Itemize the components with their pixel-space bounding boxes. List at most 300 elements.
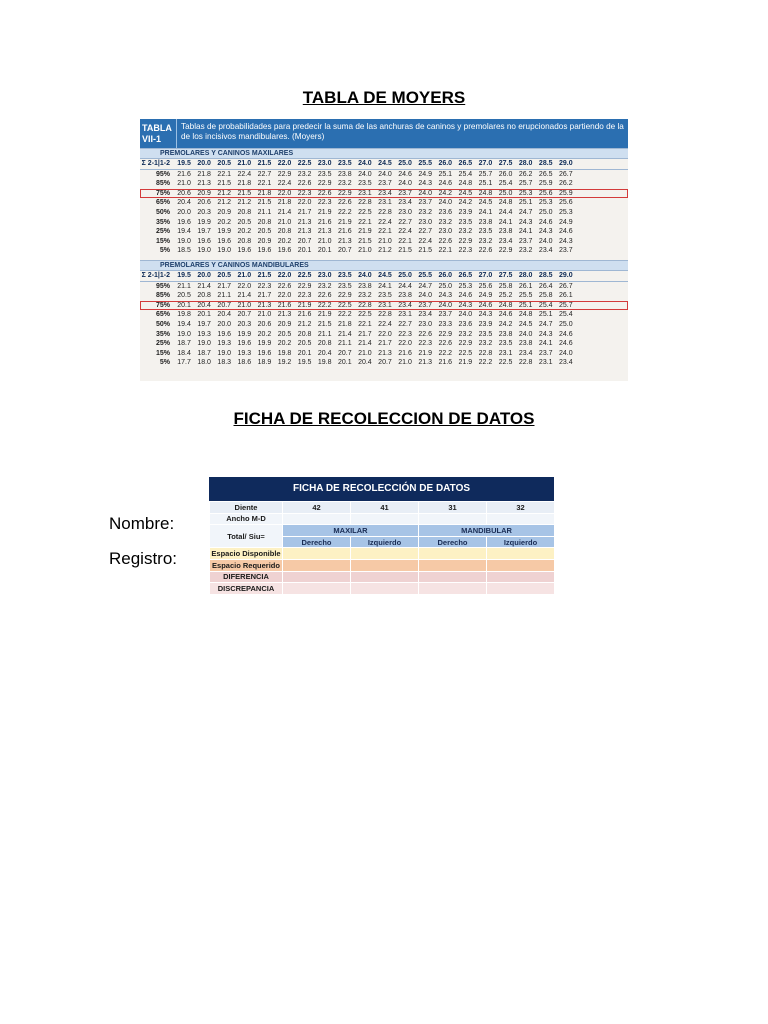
mandibular-value-cell: 21.1 bbox=[317, 330, 332, 338]
maxilar-value-cell: 22.0 bbox=[297, 199, 312, 207]
maxilar-sum-cell: 21.0 bbox=[237, 160, 252, 167]
total-label: Total/ Siu= bbox=[210, 525, 283, 548]
mandibular-value-cell: 21.2 bbox=[297, 320, 312, 328]
maxilar-value-cell: 20.1 bbox=[297, 247, 312, 255]
maxilar-row bbox=[140, 208, 628, 218]
maxilar-value-cell: 26.2 bbox=[518, 170, 533, 178]
mandibular-value-cell: 24.8 bbox=[518, 311, 533, 319]
maxilar-value-cell: 22.6 bbox=[337, 199, 352, 207]
maxilar-value-cell: 21.6 bbox=[337, 228, 352, 236]
maxilar-izquierdo: Izquierdo bbox=[351, 536, 419, 548]
mandibular-value-cell: 19.8 bbox=[277, 349, 292, 357]
mandibular-value-cell: 19.4 bbox=[177, 320, 191, 328]
maxilar-value-cell: 26.7 bbox=[559, 170, 573, 178]
maxilar-value-cell: 23.8 bbox=[478, 218, 493, 226]
mandibular-value-cell: 25.0 bbox=[559, 320, 573, 328]
mandibular-value-cell: 24.0 bbox=[438, 301, 453, 309]
mandibular-sum-cell: 24.0 bbox=[358, 271, 372, 279]
mandibular-value-cell: 19.0 bbox=[177, 330, 191, 338]
maxilar-value-cell: 21.5 bbox=[217, 180, 232, 188]
mandibular-value-cell: 22.9 bbox=[438, 330, 453, 338]
maxilar-sum-row bbox=[140, 159, 628, 170]
maxilar-value-cell: 20.3 bbox=[197, 208, 211, 216]
mandibular-value-cell: 20.7 bbox=[378, 359, 392, 367]
maxilar-value-cell: 22.1 bbox=[217, 170, 232, 178]
mandibular-value-cell: 19.5 bbox=[297, 359, 312, 367]
maxilar-value-cell: 20.6 bbox=[177, 189, 191, 197]
maxilar-value-cell: 24.5 bbox=[458, 189, 473, 197]
maxilar-value-cell: 22.2 bbox=[337, 208, 352, 216]
mandibular-value-cell: 19.8 bbox=[177, 311, 191, 319]
maxilar-value-cell: 24.9 bbox=[559, 218, 573, 226]
maxilar-value-cell: 20.8 bbox=[257, 218, 272, 226]
maxilar-value-cell: 21.0 bbox=[277, 218, 292, 226]
maxilar-value-cell: 22.1 bbox=[398, 237, 412, 245]
maxilar-percent-label: 95% bbox=[155, 170, 170, 178]
mandibular-value-cell: 21.4 bbox=[337, 330, 352, 338]
maxilar-value-cell: 23.6 bbox=[438, 208, 453, 216]
mandibular-value-cell: 20.2 bbox=[277, 340, 292, 348]
maxilar-value-cell: 21.0 bbox=[317, 237, 332, 245]
mandibular-value-cell: 22.8 bbox=[478, 349, 493, 357]
mandibular-percent-label: 25% bbox=[155, 340, 170, 348]
maxilar-value-cell: 26.5 bbox=[538, 170, 553, 178]
mandibular-value-cell: 21.4 bbox=[358, 340, 372, 348]
mandibular-value-cell: 21.4 bbox=[197, 282, 211, 290]
mandibular-value-cell: 23.7 bbox=[538, 349, 553, 357]
section-mandibulares: PREMOLARES Y CANINOS MANDIBULARES bbox=[140, 260, 628, 271]
maxilar-sum-label: Σ 2-1|1-2 bbox=[141, 160, 170, 167]
maxilar-value-cell: 24.0 bbox=[538, 237, 553, 245]
mandibular-value-cell: 24.6 bbox=[478, 301, 493, 309]
mandibular-value-cell: 18.7 bbox=[197, 349, 211, 357]
mandibular-percent-label: 95% bbox=[155, 282, 170, 290]
maxilar-value-cell: 26.0 bbox=[498, 170, 513, 178]
maxilar-sum-cell: 25.5 bbox=[418, 160, 432, 167]
mandibular-value-cell: 20.1 bbox=[297, 349, 312, 357]
mandibular-percent-label: 50% bbox=[155, 320, 170, 328]
maxilar-value-cell: 21.5 bbox=[257, 199, 272, 207]
maxilar-value-cell: 20.2 bbox=[277, 237, 292, 245]
mandibular-value-cell: 23.5 bbox=[337, 282, 352, 290]
mandibular-value-cell: 25.2 bbox=[498, 292, 513, 300]
mandibular-row bbox=[140, 349, 628, 359]
maxilar-row bbox=[140, 189, 628, 199]
mandibular-value-cell: 21.9 bbox=[458, 359, 473, 367]
maxilar-value-cell: 21.8 bbox=[197, 170, 211, 178]
registro-label: Registro: bbox=[109, 549, 178, 568]
mandibular-value-cell: 24.0 bbox=[559, 349, 573, 357]
maxilar-value-cell: 23.5 bbox=[458, 218, 473, 226]
maxilar-value-cell: 18.5 bbox=[177, 247, 191, 255]
maxilar-value-cell: 25.7 bbox=[518, 180, 533, 188]
mandibular-value-cell: 23.2 bbox=[478, 340, 493, 348]
moyers-tag-line1: TABLA bbox=[142, 123, 172, 133]
mandibular-value-cell: 21.6 bbox=[398, 349, 412, 357]
maxilar-value-cell: 21.2 bbox=[217, 189, 232, 197]
mandibular-value-cell: 21.7 bbox=[217, 282, 232, 290]
mandibular-row bbox=[140, 339, 628, 349]
maxilar-value-cell: 24.6 bbox=[398, 170, 412, 178]
mandibular-value-cell: 19.9 bbox=[257, 340, 272, 348]
mandibular-value-cell: 22.6 bbox=[418, 330, 432, 338]
maxilar-value-cell: 21.6 bbox=[317, 218, 332, 226]
mandibular-value-cell: 23.5 bbox=[498, 340, 513, 348]
mandibular-value-cell: 22.5 bbox=[337, 301, 352, 309]
mandibular-value-cell: 25.8 bbox=[538, 292, 553, 300]
mandibular-value-cell: 24.8 bbox=[498, 301, 513, 309]
mandibular-value-cell: 22.0 bbox=[378, 330, 392, 338]
maxilares-block bbox=[140, 159, 628, 256]
mandibular-value-cell: 20.6 bbox=[257, 320, 272, 328]
mandibular-sum-row bbox=[140, 271, 628, 282]
mandibular-value-cell: 23.4 bbox=[398, 301, 412, 309]
mandibular-value-cell: 21.1 bbox=[217, 292, 232, 300]
mandibular-value-cell: 20.1 bbox=[337, 359, 352, 367]
maxilar-value-cell: 22.7 bbox=[418, 228, 432, 236]
maxilar-sum-cell: 20.0 bbox=[197, 160, 211, 167]
mandibular-value-cell: 20.7 bbox=[337, 349, 352, 357]
maxilar-value-cell: 20.2 bbox=[217, 218, 232, 226]
mandibular-sum-cell: 21.0 bbox=[237, 271, 252, 279]
maxilar-value-cell: 22.1 bbox=[438, 247, 453, 255]
maxilar-value-cell: 23.4 bbox=[378, 189, 392, 197]
mandibular-value-cell: 23.8 bbox=[358, 282, 372, 290]
mandibular-value-cell: 24.3 bbox=[438, 292, 453, 300]
mandibular-value-cell: 25.3 bbox=[458, 282, 473, 290]
mandibular-value-cell: 20.1 bbox=[177, 301, 191, 309]
maxilar-value-cell: 23.7 bbox=[418, 199, 432, 207]
maxilar-value-cell: 21.5 bbox=[237, 189, 252, 197]
mandibular-value-cell: 25.6 bbox=[478, 282, 493, 290]
mandibular-value-cell: 24.6 bbox=[559, 330, 573, 338]
mandibular-sum-cell: 23.5 bbox=[337, 271, 352, 279]
maxilar-sum-cell: 24.5 bbox=[378, 160, 392, 167]
mandibular-value-cell: 24.3 bbox=[478, 311, 493, 319]
mandibular-value-cell: 18.3 bbox=[217, 359, 232, 367]
mandibular-value-cell: 18.9 bbox=[257, 359, 272, 367]
mandibular-value-cell: 24.4 bbox=[398, 282, 412, 290]
mandibular-value-cell: 24.2 bbox=[498, 320, 513, 328]
mandibular-value-cell: 22.0 bbox=[237, 282, 252, 290]
mandibular-sum-cell: 28.0 bbox=[518, 271, 533, 279]
maxilar-value-cell: 24.9 bbox=[418, 170, 432, 178]
maxilar-value-cell: 21.3 bbox=[297, 218, 312, 226]
maxilar-value-cell: 22.1 bbox=[257, 180, 272, 188]
mandibular-value-cell: 24.3 bbox=[538, 330, 553, 338]
mandibular-sum-cell: 23.0 bbox=[317, 271, 332, 279]
mandibular-value-cell: 19.0 bbox=[197, 340, 211, 348]
mandibular-value-cell: 25.4 bbox=[559, 311, 573, 319]
maxilar-value-cell: 22.4 bbox=[277, 180, 292, 188]
mandibular-value-cell: 26.1 bbox=[518, 282, 533, 290]
maxilar-value-cell: 25.0 bbox=[538, 208, 553, 216]
maxilar-value-cell: 22.3 bbox=[458, 247, 473, 255]
maxilar-value-cell: 21.3 bbox=[197, 180, 211, 188]
mandibulares-block bbox=[140, 271, 628, 368]
mandibular-value-cell: 21.9 bbox=[418, 349, 432, 357]
maxilar-value-cell: 24.0 bbox=[398, 180, 412, 188]
maxilar-value-cell: 22.9 bbox=[458, 237, 473, 245]
mandibular-value-cell: 23.8 bbox=[518, 340, 533, 348]
mandibular-value-cell: 18.6 bbox=[237, 359, 252, 367]
maxilar-value-cell: 21.3 bbox=[317, 228, 332, 236]
mandibular-value-cell: 23.2 bbox=[317, 282, 332, 290]
mandibular-sum-cell: 20.0 bbox=[197, 271, 211, 279]
mandibular-value-cell: 19.8 bbox=[317, 359, 332, 367]
maxilar-value-cell: 22.1 bbox=[378, 228, 392, 236]
maxilar-value-cell: 23.8 bbox=[337, 170, 352, 178]
mandibular-value-cell: 22.5 bbox=[358, 311, 372, 319]
mandibular-sum-cell: 22.0 bbox=[277, 271, 292, 279]
mandibular-sum-cell: 22.5 bbox=[297, 271, 312, 279]
mandibular-value-cell: 23.1 bbox=[538, 359, 553, 367]
maxilar-value-cell: 23.7 bbox=[398, 189, 412, 197]
maxilar-value-cell: 24.1 bbox=[498, 218, 513, 226]
mandibular-value-cell: 19.3 bbox=[237, 349, 252, 357]
maxilar-value-cell: 23.7 bbox=[378, 180, 392, 188]
maxilar-value-cell: 24.2 bbox=[458, 199, 473, 207]
mandibular-sum-cell: 21.5 bbox=[257, 271, 272, 279]
maxilar-value-cell: 24.0 bbox=[358, 170, 372, 178]
mandibular-value-cell: 22.5 bbox=[458, 349, 473, 357]
mandibular-value-cell: 23.1 bbox=[378, 301, 392, 309]
mandibular-value-cell: 21.4 bbox=[237, 292, 252, 300]
maxilar-value-cell: 24.6 bbox=[438, 180, 453, 188]
maxilar-value-cell: 22.4 bbox=[398, 228, 412, 236]
maxilar-value-cell: 23.2 bbox=[418, 208, 432, 216]
mandibular-percent-label: 85% bbox=[155, 292, 170, 300]
maxilar-value-cell: 26.2 bbox=[559, 180, 573, 188]
mandibular-value-cell: 21.0 bbox=[257, 311, 272, 319]
moyers-header bbox=[140, 119, 628, 148]
maxilar-sum-cell: 28.5 bbox=[538, 160, 553, 167]
mandibular-value-cell: 20.5 bbox=[297, 340, 312, 348]
mandibular-value-cell: 21.0 bbox=[358, 349, 372, 357]
mandibular-value-cell: 24.1 bbox=[538, 340, 553, 348]
mandibular-value-cell: 18.0 bbox=[197, 359, 211, 367]
mandibular-value-cell: 20.1 bbox=[197, 311, 211, 319]
mandibular-row bbox=[140, 291, 628, 301]
maxilar-value-cell: 21.8 bbox=[237, 180, 252, 188]
maxilar-value-cell: 21.2 bbox=[378, 247, 392, 255]
maxilar-value-cell: 25.4 bbox=[498, 180, 513, 188]
maxilar-value-cell: 24.4 bbox=[498, 208, 513, 216]
maxilar-value-cell: 23.4 bbox=[498, 237, 513, 245]
maxilar-value-cell: 25.6 bbox=[559, 199, 573, 207]
maxilar-value-cell: 23.0 bbox=[418, 218, 432, 226]
mandibular-value-cell: 18.7 bbox=[177, 340, 191, 348]
maxilar-percent-label: 5% bbox=[159, 247, 170, 255]
mandibular-value-cell: 20.7 bbox=[217, 301, 232, 309]
maxilar-value-cell: 24.5 bbox=[478, 199, 493, 207]
maxilar-value-cell: 23.2 bbox=[518, 247, 533, 255]
maxilar-value-cell: 19.6 bbox=[257, 247, 272, 255]
mandibular-value-cell: 22.3 bbox=[398, 330, 412, 338]
mandibular-value-cell: 20.5 bbox=[277, 330, 292, 338]
mandibular-value-cell: 24.9 bbox=[478, 292, 493, 300]
mandibular-value-cell: 22.6 bbox=[277, 282, 292, 290]
mandibular-value-cell: 22.7 bbox=[398, 320, 412, 328]
mandibular-value-cell: 23.8 bbox=[398, 292, 412, 300]
maxilar-value-cell: 20.8 bbox=[237, 208, 252, 216]
maxilar-row bbox=[140, 179, 628, 189]
mandibular-value-cell: 20.4 bbox=[358, 359, 372, 367]
mandibular-percent-label: 35% bbox=[155, 330, 170, 338]
maxilar-value-cell: 23.5 bbox=[358, 180, 372, 188]
mandibular-value-cell: 21.7 bbox=[378, 340, 392, 348]
maxilar-value-cell: 24.3 bbox=[418, 180, 432, 188]
ficha-heading: FICHA DE RECOLECCION DE DATOS bbox=[233, 409, 535, 428]
mandibular-value-cell: 22.9 bbox=[337, 292, 352, 300]
maxilar-value-cell: 20.8 bbox=[277, 228, 292, 236]
maxilar-value-cell: 25.9 bbox=[538, 180, 553, 188]
tooth-32: 32 bbox=[487, 502, 555, 514]
mandibular-sum-cell: 19.5 bbox=[177, 271, 191, 279]
mandibular-value-cell: 22.3 bbox=[257, 282, 272, 290]
maxilar-value-cell: 24.7 bbox=[518, 208, 533, 216]
maxilar-percent-label: 35% bbox=[155, 218, 170, 226]
maxilar-value-cell: 22.9 bbox=[337, 189, 352, 197]
mandibular-value-cell: 24.0 bbox=[458, 311, 473, 319]
maxilar-value-cell: 19.6 bbox=[237, 247, 252, 255]
mandibular-izquierdo: Izquierdo bbox=[487, 536, 555, 548]
maxilar-value-cell: 22.8 bbox=[378, 208, 392, 216]
mandibular-value-cell: 21.0 bbox=[398, 359, 412, 367]
moyers-title: TABLA DE MOYERS bbox=[302, 88, 466, 107]
mandibular-value-cell: 23.7 bbox=[418, 301, 432, 309]
mandibular-value-cell: 19.6 bbox=[217, 330, 232, 338]
maxilar-value-cell: 22.5 bbox=[358, 208, 372, 216]
mandibular-value-cell: 21.7 bbox=[257, 292, 272, 300]
mandibular-value-cell: 20.2 bbox=[257, 330, 272, 338]
maxilar-value-cell: 21.8 bbox=[277, 199, 292, 207]
maxilar-header: MAXILAR bbox=[283, 525, 419, 537]
mandibular-value-cell: 23.3 bbox=[438, 320, 453, 328]
maxilar-percent-label: 15% bbox=[155, 237, 170, 245]
maxilar-value-cell: 23.9 bbox=[458, 208, 473, 216]
mandibular-sum-cell: 24.5 bbox=[378, 271, 392, 279]
maxilar-value-cell: 23.4 bbox=[538, 247, 553, 255]
maxilar-value-cell: 21.8 bbox=[257, 189, 272, 197]
maxilar-row bbox=[140, 227, 628, 237]
mandibular-value-cell: 21.6 bbox=[297, 311, 312, 319]
mandibular-value-cell: 19.2 bbox=[277, 359, 292, 367]
maxilar-sum-cell: 21.5 bbox=[257, 160, 272, 167]
maxilar-value-cell: 19.0 bbox=[217, 247, 232, 255]
maxilar-value-cell: 20.9 bbox=[257, 237, 272, 245]
mandibular-sum-cell: 26.5 bbox=[458, 271, 473, 279]
maxilar-value-cell: 21.5 bbox=[358, 237, 372, 245]
maxilar-value-cell: 22.9 bbox=[317, 180, 332, 188]
maxilar-value-cell: 23.2 bbox=[297, 170, 312, 178]
mandibular-value-cell: 20.0 bbox=[217, 320, 232, 328]
mandibular-percent-label: 75% bbox=[155, 301, 170, 309]
maxilar-value-cell: 21.0 bbox=[177, 180, 191, 188]
mandibular-value-cell: 24.7 bbox=[418, 282, 432, 290]
maxilar-value-cell: 21.2 bbox=[237, 199, 252, 207]
mandibular-value-cell: 20.3 bbox=[237, 320, 252, 328]
mandibular-percent-label: 65% bbox=[155, 311, 170, 319]
maxilar-percent-label: 50% bbox=[155, 208, 170, 216]
mandibular-value-cell: 21.3 bbox=[418, 359, 432, 367]
maxilar-value-cell: 23.1 bbox=[358, 189, 372, 197]
maxilar-sum-cell: 24.0 bbox=[358, 160, 372, 167]
mandibular-value-cell: 23.0 bbox=[418, 320, 432, 328]
maxilar-value-cell: 22.4 bbox=[378, 218, 392, 226]
mandibular-percent-label: 15% bbox=[155, 349, 170, 357]
maxilar-value-cell: 20.5 bbox=[237, 218, 252, 226]
mandibular-derecho: Derecho bbox=[419, 536, 487, 548]
maxilar-sum-cell: 27.0 bbox=[478, 160, 493, 167]
maxilar-value-cell: 23.0 bbox=[438, 228, 453, 236]
maxilar-percent-label: 25% bbox=[155, 228, 170, 236]
maxilar-value-cell: 19.0 bbox=[177, 237, 191, 245]
section-maxilares: PREMOLARES Y CANINOS MAXILARES bbox=[140, 148, 628, 159]
mandibular-sum-cell: 25.5 bbox=[418, 271, 432, 279]
maxilar-value-cell: 24.0 bbox=[418, 189, 432, 197]
mandibular-value-cell: 21.0 bbox=[237, 301, 252, 309]
maxilar-value-cell: 23.7 bbox=[518, 237, 533, 245]
maxilar-percent-label: 85% bbox=[155, 180, 170, 188]
nombre-label: Nombre: bbox=[109, 514, 175, 533]
maxilar-value-cell: 20.6 bbox=[197, 199, 211, 207]
mandibular-value-cell: 25.7 bbox=[559, 301, 573, 309]
mandibular-value-cell: 23.5 bbox=[378, 292, 392, 300]
ficha-title: FICHA DE RECOLECCIÓN DE DATOS bbox=[209, 477, 554, 501]
maxilar-value-cell: 22.7 bbox=[257, 170, 272, 178]
mandibular-value-cell: 19.6 bbox=[237, 340, 252, 348]
maxilar-value-cell: 24.1 bbox=[478, 208, 493, 216]
mandibular-value-cell: 21.1 bbox=[337, 340, 352, 348]
maxilar-sum-cell: 23.0 bbox=[317, 160, 332, 167]
maxilar-value-cell: 19.6 bbox=[217, 237, 232, 245]
tooth-41: 41 bbox=[351, 502, 419, 514]
mandibular-value-cell: 22.5 bbox=[498, 359, 513, 367]
maxilar-value-cell: 23.4 bbox=[398, 199, 412, 207]
tooth-42: 42 bbox=[283, 502, 351, 514]
maxilar-sum-cell: 22.0 bbox=[277, 160, 292, 167]
mandibular-sum-cell: 29.0 bbox=[559, 271, 573, 279]
maxilar-value-cell: 23.5 bbox=[317, 170, 332, 178]
mandibular-value-cell: 22.8 bbox=[378, 311, 392, 319]
mandibular-value-cell: 23.7 bbox=[438, 311, 453, 319]
mandibular-value-cell: 20.8 bbox=[297, 330, 312, 338]
maxilar-value-cell: 20.4 bbox=[177, 199, 191, 207]
maxilar-value-cell: 21.7 bbox=[297, 208, 312, 216]
maxilar-sum-cell: 29.0 bbox=[559, 160, 573, 167]
mandibular-value-cell: 24.6 bbox=[498, 311, 513, 319]
mandibular-value-cell: 20.7 bbox=[237, 311, 252, 319]
mandibular-value-cell: 20.5 bbox=[177, 292, 191, 300]
mandibular-value-cell: 23.8 bbox=[498, 330, 513, 338]
maxilar-row bbox=[140, 198, 628, 208]
mandibular-value-cell: 25.0 bbox=[438, 282, 453, 290]
maxilar-value-cell: 25.4 bbox=[458, 170, 473, 178]
mandibular-header: MANDIBULAR bbox=[419, 525, 555, 537]
maxilar-value-cell: 25.1 bbox=[518, 199, 533, 207]
maxilar-value-cell: 20.5 bbox=[257, 228, 272, 236]
mandibular-value-cell: 20.4 bbox=[197, 301, 211, 309]
maxilar-value-cell: 19.6 bbox=[277, 247, 292, 255]
maxilar-value-cell: 24.6 bbox=[559, 228, 573, 236]
maxilar-value-cell: 20.9 bbox=[217, 208, 232, 216]
maxilar-sum-cell: 23.5 bbox=[337, 160, 352, 167]
mandibular-value-cell: 21.9 bbox=[297, 301, 312, 309]
maxilar-value-cell: 22.6 bbox=[438, 237, 453, 245]
mandibular-sum-cell: 27.0 bbox=[478, 271, 493, 279]
mandibular-value-cell: 25.1 bbox=[538, 311, 553, 319]
